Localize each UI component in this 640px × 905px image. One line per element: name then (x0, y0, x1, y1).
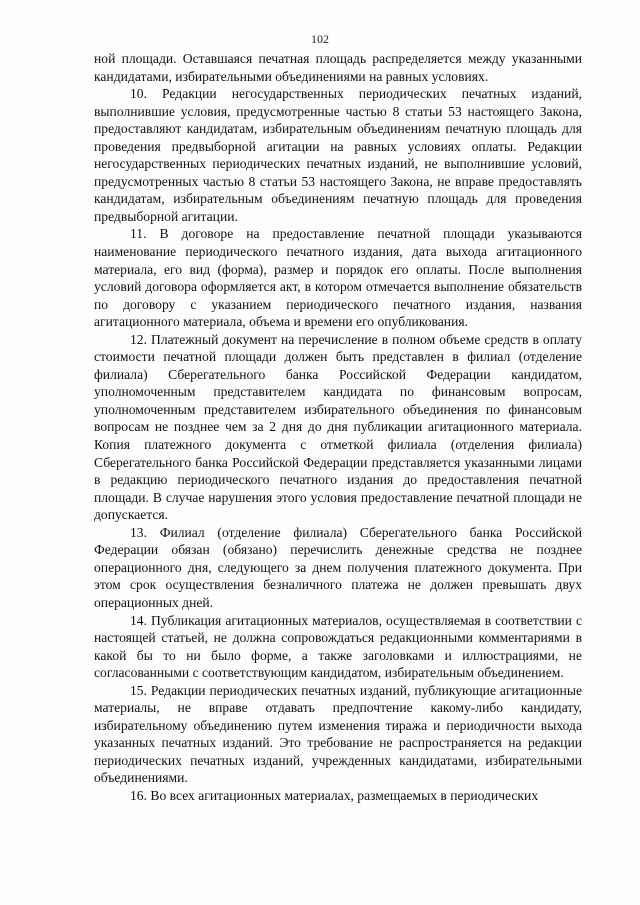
body-text (94, 50, 582, 805)
page-number: 102 (311, 32, 329, 46)
paragraph-13: 13. Филиал (отделение филиала) Сберегательного банка Российской Федерации обязан (обязано) перечислить денежные средства не позднее операционного дня, следующего за днем получения платежного документа. При этом срок осуществления безналичного платежа не должен превышать двух операционных дней. (94, 524, 582, 610)
paragraph-continuation: ной площади. Оставшаяся печатная площадь распределяется между указанными кандидатами, избирательными объединениями на равных условиях. (94, 51, 582, 84)
paragraph-12: 12. Платежный документ на перечисление в полном объеме средств в оплату стоимости печатной площади должен быть представлен в филиал (отделение филиала) Сберегательного банка Российской Федерации кандидатом, уполномоченным представителем кандидата по финансовым вопросам, уполномоченным представителем избирательного объединения по финансовым вопросам не позднее чем за 2 дня до дня публикации агитационного материала. Копия платежного документа с отметкой филиала (отделения филиала) Сберегательного банка Российской Федерации представляется указанными лицами в редакцию периодического печатного издания до предоставления печатной площади. В случае нарушения этого условия предоставление печатной площади не допускается. (94, 331, 582, 523)
paragraph-11: 11. В договоре на предоставление печатной площади указываются наименование периодического печатного издания, дата выхода агитационного материала, его вид (форма), размер и порядок его оплаты. После выполнения условий договора оформляется акт, в котором отмечается выполнение обязательств по договору с указанием периодического печатного издания, названия агитационного материала, объема и времени его опубликования. (94, 226, 582, 330)
paragraph-15: 15. Редакции периодических печатных изданий, публикующие агитационные материалы, не вправе отдавать предпочтение какому-либо кандидату, избирательному объединению путем изменения тиража и периодичности выхода указанных печатных изданий. Это требование не распространяется на редакции периодических печатных изданий, учрежденных кандидатами, избирательными объединениями. (94, 682, 582, 786)
paragraph-10: 10. Редакции негосударственных периодических печатных изданий, выполнившие условия, предусмотренные частью 8 статьи 53 настоящего Закона, предоставляют кандидатам, избирательным объединениям печатную площадь для проведения предвыборной агитации на равных условиях оплаты. Редакции негосударственных периодических печатных изданий, не выполнившие условий, предусмотренных частью 8 статьи 53 настоящего Закона, не вправе предоставлять кандидатам, избирательным объединениям печатную площадь для проведения предвыборной агитации. (94, 86, 582, 224)
paragraph-16: 16. Во всех агитационных материалах, размещаемых в периодических (130, 787, 539, 803)
paragraph-14: 14. Публикация агитационных материалов, осуществляемая в соответствии с настоящей статьей, не должна сопровождаться редакционными комментариями в какой бы то ни было форме, а также заголовками и иллюстрациями, не согласованными с соответствующим кандидатом, избирательным объединением. (94, 612, 582, 681)
